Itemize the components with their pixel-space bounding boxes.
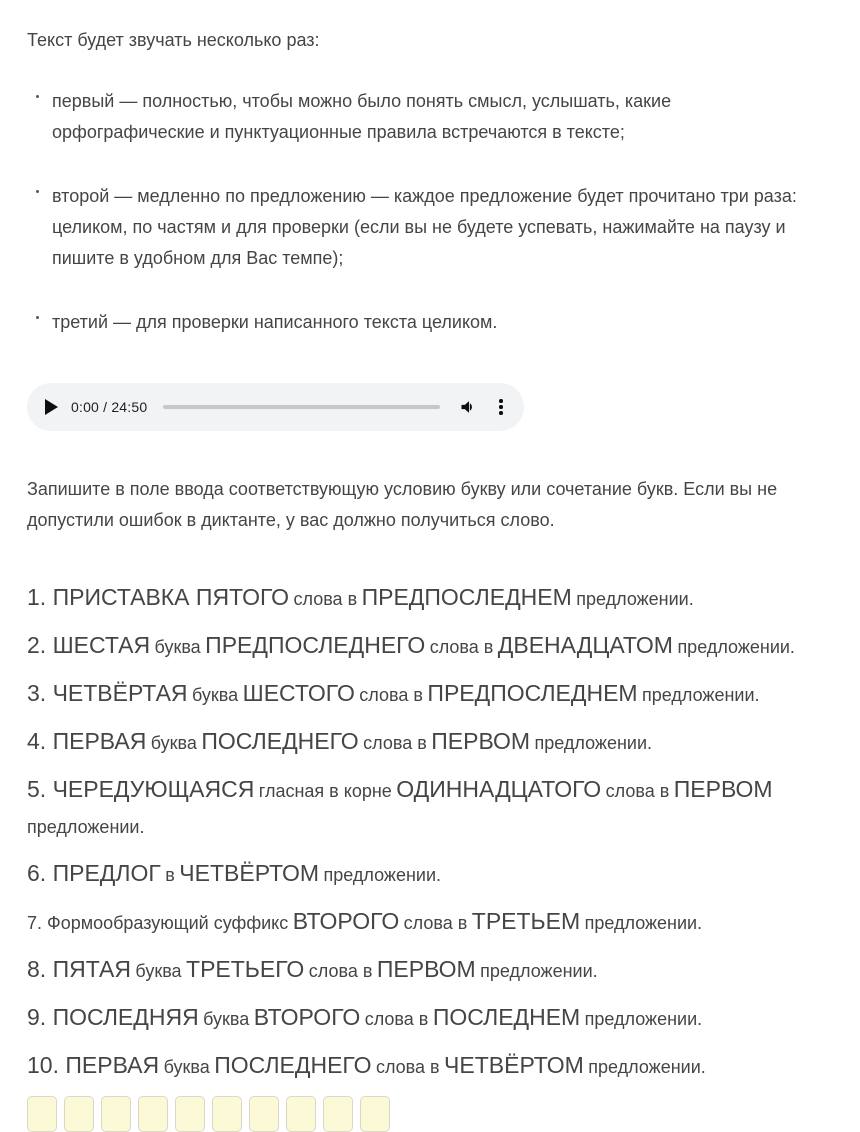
task-term: 10. ПЕРВАЯ xyxy=(27,1052,160,1078)
task-term: ПОСЛЕДНЕГО xyxy=(214,1052,372,1078)
answer-input-4[interactable] xyxy=(138,1096,168,1132)
task-text: в xyxy=(165,865,175,885)
task-item-10 xyxy=(27,1048,819,1086)
task-term: ЧЕТВЁРТОМ xyxy=(444,1052,584,1078)
task-term: 6. ПРЕДЛОГ xyxy=(27,860,161,886)
task-text: слова в xyxy=(375,1057,440,1077)
task-text: слова в xyxy=(403,913,468,933)
audio-player xyxy=(27,383,524,431)
audio-rules-list xyxy=(27,86,833,338)
task-term: ПЕРВОМ xyxy=(376,956,476,982)
task-term: ВТОРОГО xyxy=(292,908,400,934)
answer-boxes-row xyxy=(27,1096,833,1132)
answer-input-8[interactable] xyxy=(286,1096,316,1132)
intro-title: Текст будет звучать несколько раз: xyxy=(27,30,320,50)
audio-time: 0:00 / 24:50 xyxy=(71,399,148,415)
rule-item-1: первый — полностью, чтобы можно было понять смысл, услышать, какие орфографические и пунктуационные правила встречаются в тексте; xyxy=(27,86,812,148)
task-text: буква xyxy=(203,1009,250,1029)
task-term: 4. ПЕРВАЯ xyxy=(27,728,147,754)
task-item-1 xyxy=(27,580,819,618)
task-term: 5. ЧЕРЕДУЮЩАЯСЯ xyxy=(27,776,255,802)
task-term: ДВЕНАДЦАТОМ xyxy=(497,632,673,658)
answer-input-9[interactable] xyxy=(323,1096,353,1132)
task-item-9 xyxy=(27,1000,819,1038)
rule-item-2: второй — медленно по предложению — каждое предложение будет прочитано три раза: целиком, по частям и для проверки (если вы не будете успевать, нажимайте на паузу и пишите в удобном для Вас темпе); xyxy=(27,181,812,274)
task-text: буква xyxy=(135,961,182,981)
task-text: слова в xyxy=(429,637,494,657)
task-text: слова в xyxy=(605,781,670,801)
task-term: ПРЕДПОСЛЕДНЕГО xyxy=(205,632,426,658)
task-item-7 xyxy=(27,904,819,942)
audio-progress-bar[interactable] xyxy=(163,405,440,409)
task-item-4 xyxy=(27,724,819,762)
task-term: ЧЕТВЁРТОМ xyxy=(179,860,320,886)
task-text: буква xyxy=(154,637,201,657)
task-term: ПЕРВОМ xyxy=(673,776,773,802)
task-term: ПОСЛЕДНЕГО xyxy=(201,728,359,754)
task-term: ВТОРОГО xyxy=(253,1004,361,1030)
task-text: слова в xyxy=(308,961,373,981)
task-list xyxy=(27,580,819,1086)
volume-button[interactable] xyxy=(458,396,480,418)
answer-input-1[interactable] xyxy=(27,1096,57,1132)
task-text: предложении. xyxy=(584,1009,703,1029)
task-text: гласная в корне xyxy=(258,781,392,801)
answer-input-6[interactable] xyxy=(212,1096,242,1132)
task-term: ПРЕДПОСЛЕДНЕМ xyxy=(361,584,572,610)
kebab-menu-icon xyxy=(499,399,503,403)
task-term: ПЕРВОМ xyxy=(431,728,531,754)
task-text: 7. Формообразующий суффикс xyxy=(27,913,289,933)
task-text: буква xyxy=(191,685,239,705)
task-text: предложении. xyxy=(27,817,145,837)
volume-icon xyxy=(459,397,479,417)
task-term: 3. ЧЕТВЁРТАЯ xyxy=(27,680,188,706)
task-text: предложении. xyxy=(323,865,442,885)
task-text: предложении. xyxy=(534,733,653,753)
play-icon xyxy=(44,399,58,415)
task-item-6 xyxy=(27,856,819,894)
audio-menu-button[interactable] xyxy=(494,398,508,416)
task-text: предложении. xyxy=(584,913,703,933)
task-term: 8. ПЯТАЯ xyxy=(27,956,131,982)
task-term: ПРЕДПОСЛЕДНЕМ xyxy=(427,680,638,706)
task-item-5 xyxy=(27,772,819,846)
task-term: ТРЕТЬЕМ xyxy=(471,908,581,934)
task-item-2 xyxy=(27,628,819,666)
task-text: буква xyxy=(163,1057,210,1077)
answer-input-2[interactable] xyxy=(64,1096,94,1132)
task-item-8 xyxy=(27,952,819,990)
task-term: ШЕСТОГО xyxy=(242,680,355,706)
answer-input-7[interactable] xyxy=(249,1096,279,1132)
task-text: предложении. xyxy=(576,589,694,609)
rule-item-3: третий — для проверки написанного текста целиком. xyxy=(27,307,812,338)
task-term: 2. ШЕСТАЯ xyxy=(27,632,151,658)
task-text: буква xyxy=(150,733,197,753)
task-text: предложении. xyxy=(642,685,760,705)
play-button[interactable] xyxy=(43,399,59,415)
task-term: 9. ПОСЛЕДНЯЯ xyxy=(27,1004,199,1030)
task-term: ТРЕТЬЕГО xyxy=(186,956,305,982)
task-text: предложении. xyxy=(480,961,598,981)
task-text: слова в xyxy=(293,589,358,609)
task-item-3 xyxy=(27,676,819,714)
task-term: 1. ПРИСТАВКА ПЯТОГО xyxy=(27,584,290,610)
instruction-text: Запишите в поле ввода соответствующую условию букву или сочетание букв. Если вы не допустили ошибок в диктанте, у вас должно получиться слово. xyxy=(27,479,778,530)
task-term: ОДИННАДЦАТОГО xyxy=(396,776,602,802)
answer-input-10[interactable] xyxy=(360,1096,390,1132)
task-text: слова в xyxy=(364,1009,429,1029)
task-term: ПОСЛЕДНЕМ xyxy=(432,1004,581,1030)
task-text: слова в xyxy=(359,685,423,705)
answer-input-5[interactable] xyxy=(175,1096,205,1132)
task-text: слова в xyxy=(363,733,427,753)
answer-input-3[interactable] xyxy=(101,1096,131,1132)
task-text: предложении. xyxy=(588,1057,706,1077)
task-text: предложении. xyxy=(677,637,795,657)
